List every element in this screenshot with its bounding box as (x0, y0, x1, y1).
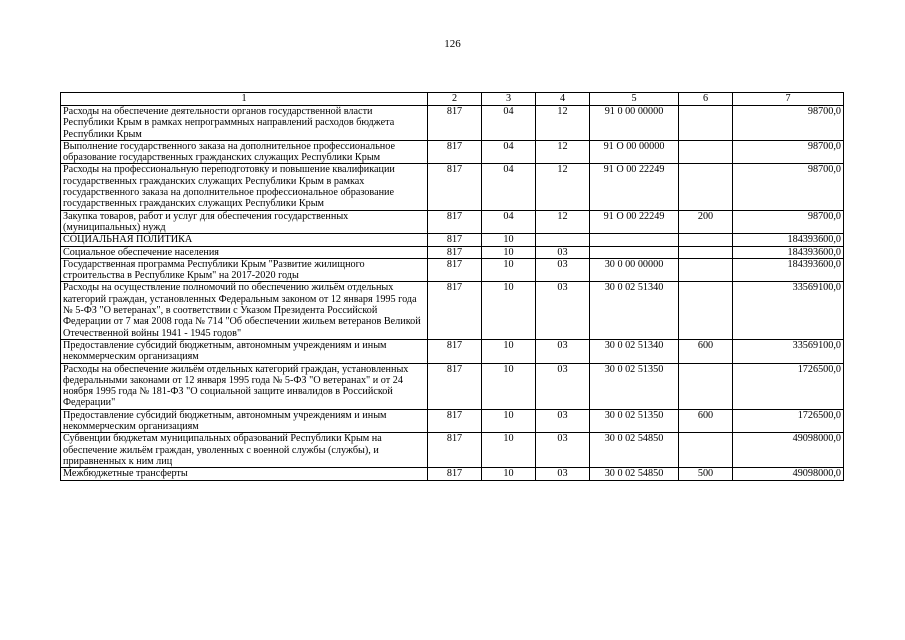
table-row (61, 234, 844, 246)
row-amount: 184393600,0 (733, 246, 844, 258)
row-admin-code: 817 (428, 234, 482, 246)
table-row (61, 106, 844, 141)
row-admin-code: 817 (428, 246, 482, 258)
row-name: Субвенции бюджетам муниципальных образований Республики Крым на обеспечение жильём граждан, уволенных с военной службы (службы), и приравненных к ним лиц (61, 433, 428, 468)
row-admin-code: 817 (428, 409, 482, 433)
table-row (61, 164, 844, 210)
column-header: 3 (482, 93, 536, 106)
table-row (61, 258, 844, 282)
table-row (61, 468, 844, 480)
row-subsection: 03 (536, 339, 590, 363)
row-section: 04 (482, 164, 536, 210)
table-row (61, 409, 844, 433)
row-amount: 184393600,0 (733, 258, 844, 282)
row-target-article: 91 0 00 00000 (590, 106, 679, 141)
row-amount: 98700,0 (733, 210, 844, 234)
row-admin-code: 817 (428, 433, 482, 468)
row-target-article: 91 О 00 22249 (590, 164, 679, 210)
row-target-article: 30 0 02 51350 (590, 363, 679, 409)
row-expense-type (679, 164, 733, 210)
table-row (61, 339, 844, 363)
row-name: Расходы на профессиональную переподготовку и повышение квалификации государственных гражданских служащих Республики Крым в рамках государственного заказа на дополнительное профессиональное образование государственных гражданских служащих Республики Крым (61, 164, 428, 210)
row-target-article: 91 О 00 22249 (590, 210, 679, 234)
row-subsection (536, 234, 590, 246)
column-header: 2 (428, 93, 482, 106)
row-amount: 1726500,0 (733, 363, 844, 409)
row-name: Социальное обеспечение населения (61, 246, 428, 258)
row-target-article: 30 0 02 51340 (590, 339, 679, 363)
row-target-article: 30 0 02 54850 (590, 468, 679, 480)
row-admin-code: 817 (428, 282, 482, 339)
row-name: Предоставление субсидий бюджетным, автономным учреждениям и иным некоммерческим организациям (61, 409, 428, 433)
row-admin-code: 817 (428, 106, 482, 141)
row-amount: 33569100,0 (733, 282, 844, 339)
row-target-article: 30 0 02 51340 (590, 282, 679, 339)
row-expense-type (679, 282, 733, 339)
row-admin-code: 817 (428, 363, 482, 409)
row-subsection: 03 (536, 258, 590, 282)
row-admin-code: 817 (428, 140, 482, 164)
table-row (61, 140, 844, 164)
page-number: 126 (444, 38, 461, 50)
column-header: 5 (590, 93, 679, 106)
row-amount: 33569100,0 (733, 339, 844, 363)
row-section: 10 (482, 339, 536, 363)
row-amount: 184393600,0 (733, 234, 844, 246)
row-section: 04 (482, 106, 536, 141)
row-subsection: 12 (536, 210, 590, 234)
table-row (61, 433, 844, 468)
row-section: 10 (482, 282, 536, 339)
row-expense-type (679, 433, 733, 468)
row-subsection: 03 (536, 409, 590, 433)
table-row (61, 363, 844, 409)
row-section: 10 (482, 363, 536, 409)
row-section: 04 (482, 140, 536, 164)
row-section: 10 (482, 468, 536, 480)
row-target-article: 91 О 00 00000 (590, 140, 679, 164)
row-subsection: 03 (536, 363, 590, 409)
row-expense-type: 200 (679, 210, 733, 234)
row-section: 10 (482, 258, 536, 282)
row-name: Межбюджетные трансферты (61, 468, 428, 480)
row-target-article: 30 0 02 54850 (590, 433, 679, 468)
row-name: Государственная программа Республики Крым "Развитие жилищного строительства в Республике Крым" на 2017-2020 годы (61, 258, 428, 282)
row-expense-type (679, 106, 733, 141)
row-expense-type: 600 (679, 339, 733, 363)
row-amount: 98700,0 (733, 164, 844, 210)
row-amount: 49098000,0 (733, 433, 844, 468)
row-subsection: 12 (536, 106, 590, 141)
row-subsection: 12 (536, 164, 590, 210)
table-header-row (61, 93, 844, 106)
column-header: 7 (733, 93, 844, 106)
row-subsection: 03 (536, 246, 590, 258)
row-section: 10 (482, 409, 536, 433)
row-admin-code: 817 (428, 210, 482, 234)
row-target-article: 30 0 00 00000 (590, 258, 679, 282)
row-expense-type (679, 140, 733, 164)
row-subsection: 03 (536, 433, 590, 468)
row-name: Расходы на обеспечение жильём отдельных категорий граждан, установленных федеральными законами от 12 января 1995 года № 5-ФЗ "О ветеранах" и от 24 ноября 1995 года № 181-ФЗ "О социальной защите инвалидов в Российской Федерации" (61, 363, 428, 409)
row-expense-type: 600 (679, 409, 733, 433)
row-target-article (590, 246, 679, 258)
column-header: 4 (536, 93, 590, 106)
row-expense-type (679, 234, 733, 246)
table-row (61, 246, 844, 258)
row-admin-code: 817 (428, 339, 482, 363)
row-admin-code: 817 (428, 258, 482, 282)
column-header: 6 (679, 93, 733, 106)
row-expense-type (679, 246, 733, 258)
row-section: 10 (482, 433, 536, 468)
row-name: Расходы на обеспечение деятельности органов государственной власти Республики Крым в рамках непрограммных направлений расходов бюджета Республики Крым (61, 106, 428, 141)
row-expense-type (679, 258, 733, 282)
table-row (61, 282, 844, 339)
row-name: Закупка товаров, работ и услуг для обеспечения государственных (муниципальных) нужд (61, 210, 428, 234)
row-amount: 98700,0 (733, 140, 844, 164)
row-name: СОЦИАЛЬНАЯ ПОЛИТИКА (61, 234, 428, 246)
row-amount: 1726500,0 (733, 409, 844, 433)
row-name: Расходы на осуществление полномочий по обеспечению жильём отдельных категорий граждан, установленных Федеральным законом от 12 января 1995 года № 5-ФЗ "О ветеранах", в соответствии с Указом Президента Российской Федерации от 7 мая 2008 года № 714 "Об обеспечении жильем ветеранов Великой Отечественной войны 1941 - 1945 годов" (61, 282, 428, 339)
budget-table (60, 92, 844, 481)
row-target-article: 30 0 02 51350 (590, 409, 679, 433)
row-subsection: 03 (536, 282, 590, 339)
row-section: 04 (482, 210, 536, 234)
row-amount: 98700,0 (733, 106, 844, 141)
row-amount: 49098000,0 (733, 468, 844, 480)
row-target-article (590, 234, 679, 246)
row-section: 10 (482, 234, 536, 246)
column-header: 1 (61, 93, 428, 106)
row-subsection: 12 (536, 140, 590, 164)
row-expense-type: 500 (679, 468, 733, 480)
row-expense-type (679, 363, 733, 409)
table-row (61, 210, 844, 234)
row-admin-code: 817 (428, 164, 482, 210)
row-subsection: 03 (536, 468, 590, 480)
row-name: Выполнение государственного заказа на дополнительное профессиональное образование государственных гражданских служащих Республики Крым (61, 140, 428, 164)
row-name: Предоставление субсидий бюджетным, автономным учреждениям и иным некоммерческим организациям (61, 339, 428, 363)
row-section: 10 (482, 246, 536, 258)
row-admin-code: 817 (428, 468, 482, 480)
